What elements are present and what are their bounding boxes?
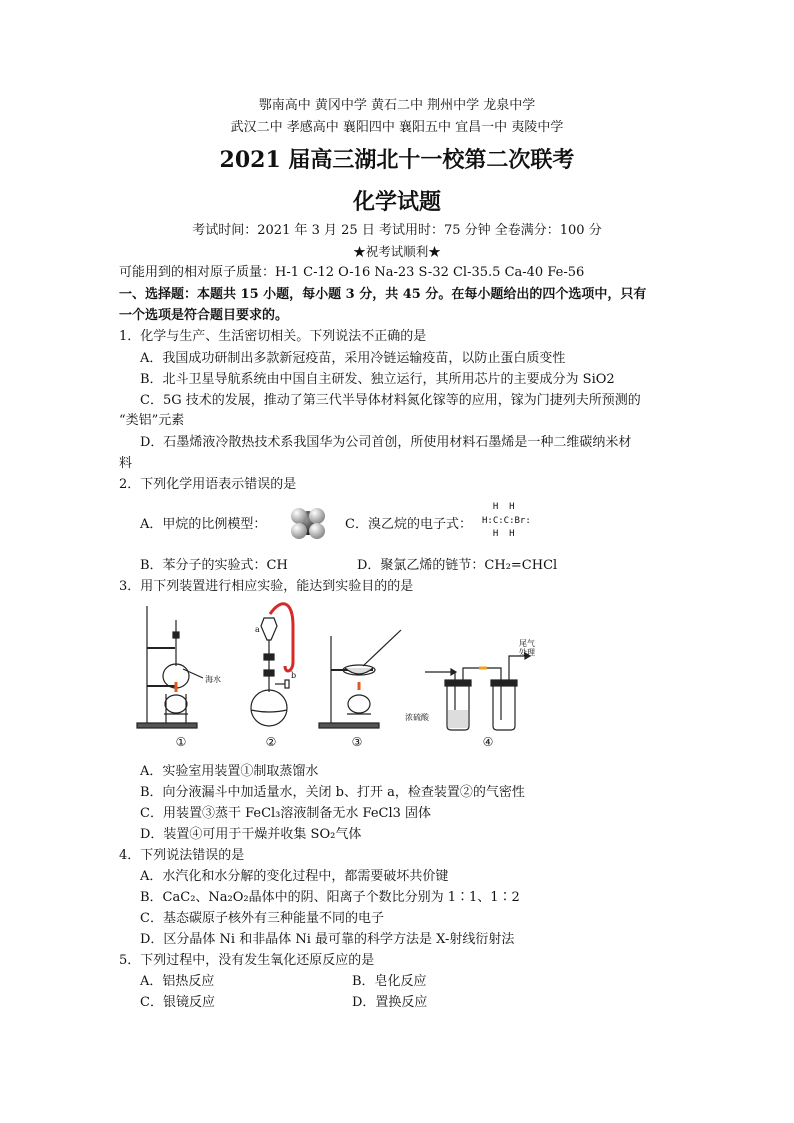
q4-option-b: B．CaC₂、Na₂O₂晶体中的阴、阳离子个数比分别为 1∶1、1∶2 xyxy=(140,890,520,905)
label-apparatus-2: ② xyxy=(265,735,277,749)
q3-stem: 3．用下列装置进行相应实验，能达到实验目的的是 xyxy=(119,579,414,594)
label-apparatus-4: ④ xyxy=(482,735,494,749)
label-tail-gas-2: 处理 xyxy=(519,648,535,657)
electron-formula-row-2: H:C:C:Br: xyxy=(482,515,531,526)
electron-formula-row-1: H H xyxy=(482,502,515,512)
q2-option-c: C．溴乙烷的电子式： xyxy=(345,517,472,532)
q1-option-d-line-1: D．石墨烯液冷散热技术系我国华为公司首创，所使用材料石墨烯是一种二维碳纳米材 xyxy=(140,435,632,450)
apparatus-4 xyxy=(425,653,530,730)
q5-option-a: A．铝热反应 xyxy=(140,974,215,989)
q2-option-d: D．聚氯乙烯的链节：CH₂=CHCl xyxy=(357,558,558,573)
q5-option-c: C．银镜反应 xyxy=(140,995,215,1010)
atomic-masses: 可能用到的相对原子质量：H-1 C-12 O-16 Na-23 S-32 Cl-35.5 Ca-40 Fe-56 xyxy=(119,265,585,280)
label-seawater: 海水 xyxy=(205,675,221,684)
methane-space-filling-model-image xyxy=(288,505,328,541)
label-apparatus-1: ① xyxy=(175,735,187,749)
q1-option-c-line-1: C．5G 技术的发展，推动了第三代半导体材料氮化镓等的应用，镓为门捷列夫所预测的 xyxy=(140,393,641,408)
q1-option-b: B．北斗卫星导航系统由中国自主研发、独立运行，其所用芯片的主要成分为 SiO2 xyxy=(140,372,615,387)
q3-option-c: C．用装置③蒸干 FeCl₃溶液制备无水 FeCl3 固体 xyxy=(140,806,432,821)
q3-option-b: B．向分液漏斗中加适量水，关闭 b、打开 a，检查装置②的气密性 xyxy=(140,785,525,800)
exam-info: 考试时间：2021 年 3 月 25 日 考试用时：75 分钟 全卷满分：100 分 xyxy=(192,223,602,238)
label-b: b xyxy=(291,671,297,680)
bromoethane-electron-formula xyxy=(482,503,552,549)
section-heading-line-1: 一、选择题：本题共 15 小题，每小题 3 分，共 45 分。在每小题给出的四个选项中，只有 xyxy=(119,287,647,302)
wish-line: ★祝考试顺利★ xyxy=(353,244,441,259)
q1-option-d-line-2: 料 xyxy=(119,456,133,471)
q4-option-c: C．基态碳原子核外有三种能量不同的电子 xyxy=(140,911,384,926)
q2-option-a: A．甲烷的比例模型： xyxy=(140,517,267,532)
label-a: a xyxy=(255,625,260,634)
exam-title: 2021 届高三湖北十一校第二次联考 xyxy=(219,147,575,173)
label-tail-gas-1: 尾气 xyxy=(519,639,535,648)
electron-formula-row-3: H H xyxy=(482,529,515,539)
q3-option-d: D．装置④可用于干燥并收集 SO₂气体 xyxy=(140,827,362,842)
q1-option-c-line-2: “类铝”元素 xyxy=(119,413,185,428)
apparatus-1 xyxy=(137,606,203,728)
q4-stem: 4．下列说法错误的是 xyxy=(119,848,245,863)
q4-option-d: D．区分晶体 Ni 和非晶体 Ni 最可靠的科学方法是 X-射线衍射法 xyxy=(140,932,515,947)
q3-option-a: A．实验室用装置①制取蒸馏水 xyxy=(140,764,319,779)
q4-option-a: A．水汽化和水分解的变化过程中，都需要破坏共价键 xyxy=(140,869,449,884)
q1-option-a: A．我国成功研制出多款新冠疫苗，采用冷链运输疫苗，以防止蛋白质变性 xyxy=(140,351,566,366)
subject-title: 化学试题 xyxy=(352,189,441,215)
q5-stem: 5．下列过程中，没有发生氧化还原反应的是 xyxy=(119,953,375,968)
experiment-apparatus-diagram xyxy=(133,596,543,751)
q5-option-b: B．皂化反应 xyxy=(352,974,427,989)
label-conc-acid: 浓硫酸 xyxy=(405,713,429,722)
q2-stem: 2．下列化学用语表示错误的是 xyxy=(119,477,297,492)
q5-option-d: D．置换反应 xyxy=(352,995,428,1010)
apparatus-3 xyxy=(319,630,401,728)
label-apparatus-3: ③ xyxy=(351,735,363,749)
school-list-line-1: 鄂南高中 黄冈中学 黄石二中 荆州中学 龙泉中学 xyxy=(258,98,536,113)
q2-option-b: B．苯分子的实验式：CH xyxy=(140,558,288,573)
school-list-line-2: 武汉二中 孝感高中 襄阳四中 襄阳五中 宜昌一中 夷陵中学 xyxy=(230,120,564,135)
apparatus-2 xyxy=(251,604,293,726)
q1-stem: 1．化学与生产、生活密切相关。下列说法不正确的是 xyxy=(119,329,427,344)
section-heading-line-2: 一个选项是符合题目要求的。 xyxy=(119,308,289,323)
